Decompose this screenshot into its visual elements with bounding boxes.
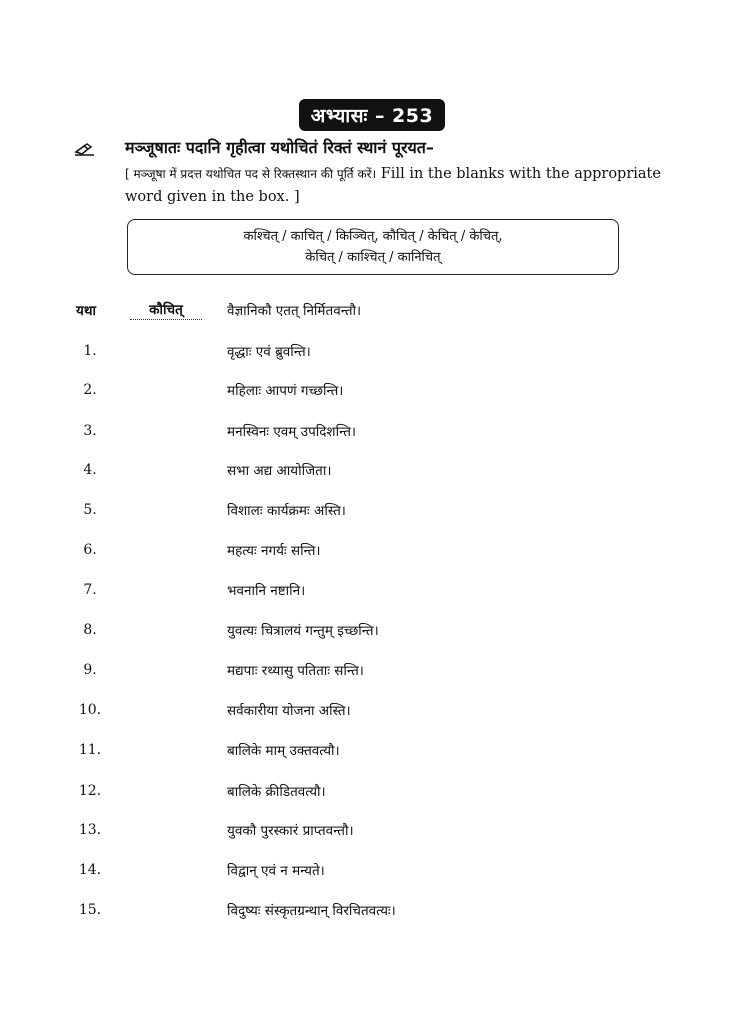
list-item — [0, 380, 746, 402]
item-number: 13. — [78, 822, 102, 838]
list-item — [0, 660, 746, 682]
item-number: 5. — [83, 502, 97, 518]
item-number: 1. — [83, 343, 97, 359]
list-item — [0, 460, 746, 482]
item-sentence: सर्वकारीया योजना अस्ति। — [227, 703, 351, 719]
list-item — [0, 700, 746, 722]
item-number: 12. — [78, 783, 102, 799]
example-sentence: वैज्ञानिकौ एतत् निर्मितवन्तौ। — [227, 303, 362, 319]
word-box — [127, 219, 619, 275]
list-item — [0, 421, 746, 443]
list-item — [0, 820, 746, 842]
example-row — [0, 300, 746, 322]
item-sentence: विशालः कार्यक्रमः अस्ति। — [227, 503, 346, 519]
list-item — [0, 740, 746, 762]
item-number: 11. — [78, 742, 102, 758]
word-box-line-1: कश्चित् / काचित् / किञ्चित्, कौचित् / केचित् / केचित्, — [243, 229, 503, 244]
instruction-english: Fill in the blanks with the appropriate word given in the box. ] — [125, 166, 661, 205]
list-item — [0, 860, 746, 882]
item-number: 9. — [83, 662, 97, 678]
list-item — [0, 900, 746, 922]
list-item — [0, 341, 746, 363]
item-sentence: मद्यपाः रथ्यासु पतिताः सन्ति। — [227, 663, 364, 679]
list-item — [0, 500, 746, 522]
item-sentence: विद्वान् एवं न मन्यते। — [227, 863, 325, 879]
item-number: 6. — [83, 542, 97, 558]
exercise-title: अभ्यासः – 253 — [299, 99, 445, 131]
item-number: 3. — [83, 423, 97, 439]
item-sentence: वृद्धाः एवं ब्रुवन्ति। — [227, 344, 311, 360]
item-number: 15. — [78, 902, 102, 918]
word-box-line-2: केचित् / काश्चित् / कानिचित् — [305, 250, 441, 265]
instruction-sanskrit: मञ्जूषातः पदानि गृहीत्वा यथोचितं रिक्तं स्थानं पूरयत– — [125, 138, 434, 157]
item-number: 7. — [83, 582, 97, 598]
item-sentence: महिलाः आपणं गच्छन्ति। — [227, 383, 344, 399]
item-sentence: बालिके माम् उक्तवत्यौ। — [227, 743, 340, 759]
item-sentence: मनस्विनः एवम् उपदिशन्ति। — [227, 424, 357, 440]
list-item — [0, 540, 746, 562]
list-item — [0, 620, 746, 642]
item-number: 4. — [83, 462, 97, 478]
instruction-hindi: [ मञ्जूषा में प्रदत्त यथोचित पद से रिक्तस्थान की पूर्ति करें। — [125, 167, 377, 181]
item-number: 8. — [83, 622, 97, 638]
item-sentence: युवकौ पुरस्कारं प्राप्तवन्तौ। — [227, 823, 354, 839]
item-sentence: महत्यः नगर्यः सन्ति। — [227, 543, 321, 559]
instruction-translation — [125, 163, 685, 209]
item-number: 14. — [78, 862, 102, 878]
item-number: 2. — [83, 382, 97, 398]
item-sentence: भवनानि नष्टानि। — [227, 583, 306, 599]
item-sentence: युवत्यः चित्रालयं गन्तुम् इच्छन्ति। — [227, 623, 379, 639]
list-item — [0, 781, 746, 803]
example-answer: कौचित् — [130, 300, 202, 320]
item-number: 10. — [78, 702, 102, 718]
list-item — [0, 580, 746, 602]
example-label: यथा — [76, 303, 96, 319]
item-sentence: बालिके क्रीडितवत्यौ। — [227, 784, 326, 800]
item-sentence: सभा अद्य आयोजिता। — [227, 463, 332, 479]
item-sentence: विदुष्यः संस्कृतग्रन्थान् विरचितवत्यः। — [227, 903, 396, 919]
writing-hand-icon — [74, 142, 96, 158]
